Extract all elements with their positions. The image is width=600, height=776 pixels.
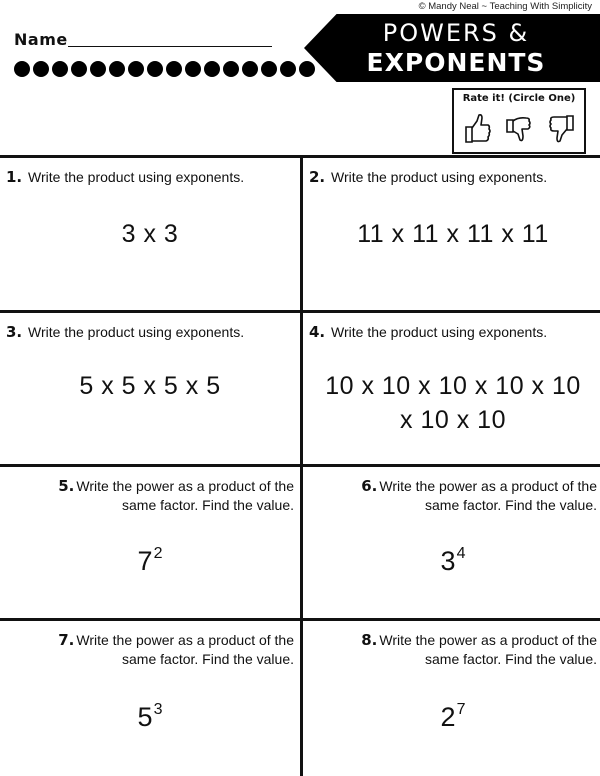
problem-prompt [309, 168, 597, 187]
problem-expression-line1: 10 x 10 x 10 x 10 x 10 [325, 372, 581, 400]
decorative-dots [14, 61, 315, 77]
problem-cell-3 [0, 313, 300, 463]
prompt-text-line1: Write the power as a product of the [379, 632, 597, 648]
dot [185, 61, 201, 77]
thumbs-down-icon[interactable] [504, 112, 534, 146]
thumbs-up-icon[interactable] [462, 112, 492, 146]
problem-expression-line2: x 10 x 10 [400, 406, 506, 434]
problem-cell-2 [303, 158, 600, 308]
copyright-notice: © Mandy Neal ~ Teaching With Simplicity [418, 1, 592, 12]
name-label: Name [14, 30, 68, 49]
problem-cell-4 [303, 313, 600, 463]
problem-cell-5 [0, 467, 300, 617]
problem-number: 3. [6, 323, 23, 341]
worksheet-title-line1: POWERS & [382, 19, 530, 47]
problem-expression: 11 x 11 x 11 x 11 [357, 220, 549, 248]
prompt-text: Write the product using exponents. [28, 169, 245, 185]
prompt-text-line2: same factor. Find the value. [122, 497, 294, 513]
prompt-text-line1: Write the power as a product of the [379, 478, 597, 494]
prompt-text-line1: Write the power as a product of the [76, 478, 294, 494]
problem-prompt [6, 477, 294, 515]
dot [128, 61, 144, 77]
dot [261, 61, 277, 77]
dot [166, 61, 182, 77]
problem-cell-6 [303, 467, 600, 617]
prompt-text: Write the product using exponents. [331, 169, 548, 185]
problem-number: 5. [58, 477, 75, 495]
dot [223, 61, 239, 77]
problem-cell-7 [0, 621, 300, 771]
problem-cell-1 [0, 158, 300, 308]
power-expression [303, 545, 600, 577]
prompt-text: Write the product using exponents. [28, 324, 245, 340]
problem-cell-8 [303, 621, 600, 771]
problem-prompt [6, 323, 294, 342]
power-base: 7 [137, 546, 153, 576]
dot [204, 61, 220, 77]
problem-number: 8. [361, 631, 378, 649]
power-base: 5 [137, 702, 153, 732]
dot [109, 61, 125, 77]
dot [14, 61, 30, 77]
thumbs-down-icon[interactable] [546, 112, 576, 146]
name-input-line[interactable] [68, 46, 272, 47]
prompt-text-line2: same factor. Find the value. [425, 497, 597, 513]
power-expression [0, 701, 300, 733]
power-base: 3 [440, 546, 456, 576]
power-exponent: 7 [456, 701, 466, 718]
prompt-text-line2: same factor. Find the value. [122, 651, 294, 667]
prompt-text-line2: same factor. Find the value. [425, 651, 597, 667]
power-exponent: 2 [153, 545, 163, 562]
power-base: 2 [440, 702, 456, 732]
problem-prompt [309, 477, 597, 515]
worksheet-title-line2: EXPONENTS [366, 48, 546, 77]
dot [280, 61, 296, 77]
dot [71, 61, 87, 77]
problem-prompt [6, 631, 294, 669]
dot [147, 61, 163, 77]
dot [33, 61, 49, 77]
problem-number: 4. [309, 323, 326, 341]
prompt-text: Write the product using exponents. [331, 324, 548, 340]
problem-prompt [309, 631, 597, 669]
power-expression [0, 545, 300, 577]
dot [52, 61, 68, 77]
problem-expression: 3 x 3 [121, 220, 179, 248]
problem-expression: 5 x 5 x 5 x 5 [79, 372, 221, 400]
prompt-text-line1: Write the power as a product of the [76, 632, 294, 648]
problem-prompt [6, 168, 294, 187]
problem-prompt [309, 323, 597, 342]
power-exponent: 4 [456, 545, 466, 562]
power-expression [303, 701, 600, 733]
rate-it-title: Rate it! (Circle One) [462, 93, 576, 104]
power-exponent: 3 [153, 701, 163, 718]
dot [299, 61, 315, 77]
dot [90, 61, 106, 77]
problem-number: 2. [309, 168, 326, 186]
problem-number: 7. [58, 631, 75, 649]
rate-it-box [452, 88, 586, 154]
problem-number: 1. [6, 168, 23, 186]
dot [242, 61, 258, 77]
problem-number: 6. [361, 477, 378, 495]
